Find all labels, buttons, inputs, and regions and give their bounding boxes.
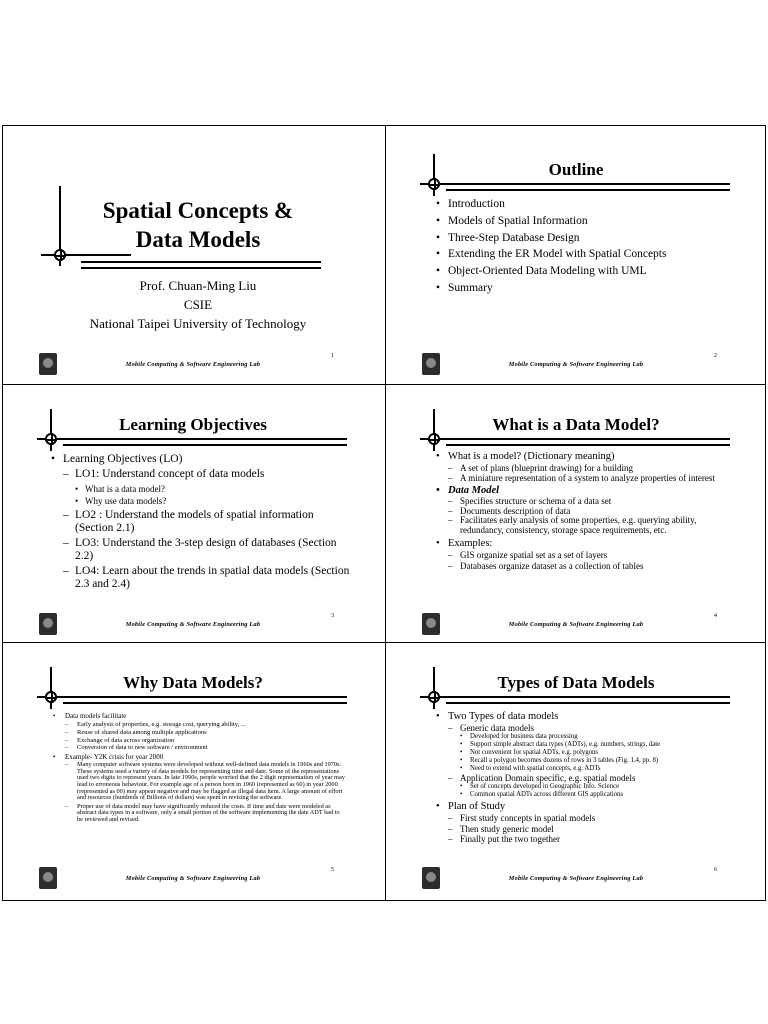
why-list (53, 713, 345, 824)
university-logo-icon (422, 867, 440, 889)
list-item: • Recall a polygon becomes dozens of rows in 3 tables (Fig. 1.4, pp. 8) (460, 757, 736, 765)
slide-footer (3, 613, 384, 639)
list-item: • Plan of Study – First study concepts in spatial models – Then study generic model – Finally put the two together (436, 801, 736, 845)
author-name: Prof. Chuan-Ming Liu (139, 278, 257, 293)
list-item: – LO4: Learn about the trends in spatial data models (Section 2.3 and 2.4) (63, 565, 351, 591)
list-item: • Why use data models? (75, 495, 351, 507)
list-item: • Data models facilitate – Early analysis of properties, e.g. storage cost, querying ability, ... – Reuse of shared data among multiple applications – Exchange of data across organization – Conversion of data to new software / environment (53, 713, 345, 752)
title-line-1: Spatial Concepts & (102, 198, 294, 223)
department: CSIE (183, 297, 213, 312)
list-item: • Three-Step Database Design (436, 230, 666, 247)
list-item: – Proper use of data model may have significantly reduced the costs. If time and date were modeled as abstract data types in a software, only a small portion of the software implementing the date ADT had to be reviewed and revised. (65, 804, 345, 824)
list-item: – A set of plans (blueprint drawing) for a building (448, 464, 726, 474)
slide-4 (386, 385, 767, 643)
slide-6 (386, 643, 767, 901)
list-item: • Data Model (436, 485, 726, 496)
lab-name: Mobile Computing & Software Engineering Lab (508, 621, 644, 628)
list-item: • What is a data model? (75, 483, 351, 495)
list-item: – Generic data models • Developed for business data processing • Support simple abstract data types (ADTs), e.g. numbers, strings, date • Not convenient for spatial ADTs, e.g. polygons • Recall a polygon becomes dozens of rows in 3 tables (Fig. 1.4, pp. 8) • Need to extend with spatial concepts, e.g. ADTs (448, 723, 736, 773)
page-number: 3 (331, 613, 334, 619)
list-item: • Summary (436, 280, 666, 297)
slide-title (43, 196, 353, 254)
page-number: 5 (331, 867, 334, 873)
slide-title: Outline (548, 160, 604, 179)
list-item: – Documents description of data (448, 507, 726, 517)
list-item: • Set of concepts developed in Geographic Info. Science (460, 783, 736, 791)
list-item: – Conversion of data to new software / environment (65, 744, 345, 752)
list-item: – LO2 : Understand the models of spatial information (Section 2.1) (63, 509, 351, 535)
slide-footer (3, 867, 384, 893)
title-line-2: Data Models (135, 227, 261, 252)
handout-sheet (2, 125, 766, 901)
university-logo-icon (39, 613, 57, 635)
lab-name: Mobile Computing & Software Engineering Lab (508, 875, 644, 882)
author-block (33, 276, 363, 333)
slide-title: Types of Data Models (497, 673, 655, 692)
slide-footer (386, 867, 767, 893)
list-item: • Examples: – GIS organize spatial set as a set of layers – Databases organize dataset as a collection of tables (436, 538, 726, 571)
page-number: 4 (714, 613, 717, 619)
list-item: – Application Domain specific, e.g. spatial models • Set of concepts developed in Geographic Info. Science • Common spatial ADTs across different GIS applications (448, 773, 736, 799)
list-item: – GIS organize spatial set as a set of layers (448, 550, 726, 561)
slide-2 (386, 126, 767, 384)
page-number: 6 (714, 867, 717, 873)
objectives-list (51, 453, 351, 591)
slide-title: What is a Data Model? (492, 415, 660, 434)
list-item: – Many computer software systems were developed without well-defined data models in 1960s and 1970s. These systems used a variety of data models for representing time and date. Some of the representations used two digits to represent years. In late 1990s, people worried that the 2 digit representation of year may lead to erroneous behaviour. For example age of a person born in 1960 (represented as 60) in year 2000 (represented as 00) may appear negative and may be flagged as illegal data item. A large amount of effort and resources (hundreds of Billions of dollars) was spent in revising the software. (65, 762, 345, 802)
lab-name: Mobile Computing & Software Engineering Lab (508, 361, 644, 368)
university-logo-icon (39, 867, 57, 889)
slide-title: Learning Objectives (119, 415, 267, 434)
list-item: – Specifies structure or schema of a data set (448, 497, 726, 507)
list-item: – Early analysis of properties, e.g. storage cost, querying ability, ... (65, 721, 345, 729)
university-logo-icon (422, 613, 440, 635)
page-number: 1 (331, 353, 334, 359)
list-item: – Finally put the two together (448, 834, 736, 845)
list-item: • Object-Oriented Data Modeling with UML (436, 263, 666, 280)
page-number: 2 (714, 353, 717, 359)
university-logo-icon (422, 353, 440, 375)
lab-name: Mobile Computing & Software Engineering Lab (125, 621, 261, 628)
lab-name: Mobile Computing & Software Engineering Lab (125, 361, 261, 368)
list-item: – Exchange of data across organization (65, 737, 345, 745)
slide-5 (3, 643, 384, 901)
list-item: • Need to extend with spatial concepts, e.g. ADTs (460, 765, 736, 773)
list-item: • Developed for business data processing (460, 733, 736, 741)
list-item: – Then study generic model (448, 824, 736, 835)
outline-list (436, 196, 666, 297)
data-model-list (436, 451, 726, 571)
list-item: – Databases organize dataset as a collection of tables (448, 561, 726, 572)
list-item: • What is a model? (Dictionary meaning) – A set of plans (blueprint drawing) for a building – A miniature representation of a system to analyze properties of interest (436, 451, 726, 483)
list-item: • Common spatial ADTs across different GIS applications (460, 791, 736, 799)
lab-name: Mobile Computing & Software Engineering Lab (125, 875, 261, 882)
list-item: • Models of Spatial Information (436, 213, 666, 230)
list-item: • Learning Objectives (LO) – LO1: Understand concept of data models • What is a data model? • Why use data models? – LO2 : Understand the models of spatial information (Section 2.1) – LO3: Understand the 3-step design of databases (Section 2.2) – LO4: Learn about the trends in spatial data models (Section 2.3 and 2.4) (51, 453, 351, 591)
list-item: • Introduction (436, 196, 666, 213)
list-item: • Two Types of data models – Generic data models • Developed for business data processing • Support simple abstract data types (ADTs), e.g. numbers, strings, date • Not convenient for spatial ADTs, e.g. polygons • Recall a polygon becomes dozens of rows in 3 tables (Fig. 1.4, pp. 8) • Need to extend with spatial concepts, e.g. ADTs – Application Domain specific, e.g. spatial models • Set of concepts developed in Geographic Info. Science • Common spatial ADTs across different GIS applications (436, 711, 736, 799)
types-list (436, 711, 736, 845)
list-item: – Facilitates early analysis of some properties, e.g. querying ability, redundancy, consistency, storage space requirements, etc. (448, 516, 726, 535)
list-item: – LO3: Understand the 3-step design of databases (Section 2.2) (63, 537, 351, 563)
university-logo-icon (39, 353, 57, 375)
list-item: – Reuse of shared data among multiple applications (65, 729, 345, 737)
slide-footer (386, 353, 767, 379)
slide-1 (3, 126, 384, 384)
list-item: – First study concepts in spatial models (448, 813, 736, 824)
list-item: • Not convenient for spatial ADTs, e.g. polygons (460, 749, 736, 757)
list-item: • Extending the ER Model with Spatial Concepts (436, 246, 666, 263)
list-item: • Example- Y2K crisis for year 2000 – Many computer software systems were developed without well-defined data models in 1960s and 1970s. These systems used a variety of data models for representing time and date. Some of the representations used two digits to represent years. In late 1990s, people worried that the 2 digit representation of year may lead to erroneous behaviour. For example age of a person born in 1960 (represented as 60) in year 2000 (represented as 00) may appear negative and may be flagged as illegal data item. A large amount of effort and resources (hundreds of Billions of dollars) was spent in revising the software. – Proper use of data model may have significantly reduced the costs. If time and date were modeled as abstract data types in a software, only a small portion of the software implementing the date ADT had to be reviewed and revised. (53, 754, 345, 824)
list-item: – LO1: Understand concept of data models • What is a data model? • Why use data models? (63, 468, 351, 507)
slide-footer (3, 353, 384, 379)
university: National Taipei University of Technology (89, 316, 307, 331)
list-item: – A miniature representation of a system to analyze properties of interest (448, 474, 726, 484)
slide-title: Why Data Models? (123, 673, 263, 692)
list-item: • Support simple abstract data types (ADTs), e.g. numbers, strings, date (460, 741, 736, 749)
slide-3 (3, 385, 384, 643)
slide-footer (386, 613, 767, 639)
